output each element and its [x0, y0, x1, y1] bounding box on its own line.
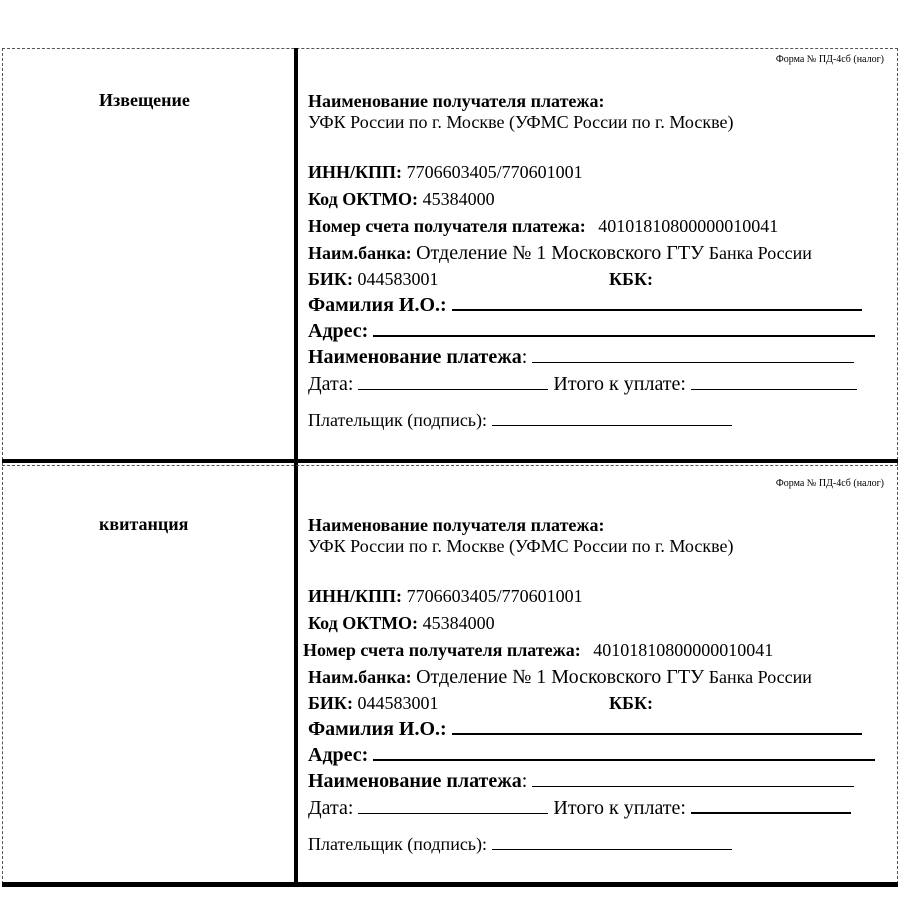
recipient-label: Наименование получателя платежа:	[308, 91, 605, 111]
inn-label: ИНН/КПП:	[308, 162, 403, 182]
form-number: Форма № ПД-4сб (налог)	[775, 54, 884, 65]
section-divider	[2, 459, 898, 463]
kbk-label: КБК:	[609, 269, 653, 289]
oktmo-value: 45384000	[422, 613, 495, 633]
bank-value: Отделение № 1 Московского ГТУ	[416, 666, 705, 688]
payment-name-row	[308, 770, 854, 793]
form-number: Форма № ПД-4сб (налог)	[775, 478, 884, 489]
address-input-line[interactable]	[373, 759, 875, 761]
payment-name-label: Наименование платежа	[308, 346, 522, 368]
fio-row	[308, 294, 862, 317]
bank-row	[308, 242, 812, 265]
bik-value: 044583001	[357, 269, 439, 289]
cut-line-middle	[2, 465, 898, 466]
oktmo-row	[308, 189, 495, 210]
section-title: Извещение	[99, 90, 190, 110]
bik-row	[308, 269, 438, 290]
inn-value: 7706603405/770601001	[406, 162, 583, 182]
address-input-line[interactable]	[373, 335, 875, 337]
fio-input-line[interactable]	[452, 309, 862, 311]
bank-row	[308, 666, 812, 689]
date-total-row	[308, 797, 851, 820]
signature-input-line[interactable]	[492, 425, 732, 426]
payment-name-label: Наименование платежа	[308, 770, 522, 792]
fio-label: Фамилия И.О.:	[308, 294, 447, 316]
account-value: 40101810800000010041	[598, 216, 779, 236]
signature-row	[308, 834, 732, 855]
inn-value: 7706603405/770601001	[406, 586, 583, 606]
fio-row	[308, 718, 862, 741]
oktmo-value: 45384000	[422, 189, 495, 209]
bik-value: 044583001	[357, 693, 439, 713]
bank-label: Наим.банка:	[308, 667, 412, 687]
signature-input-line[interactable]	[492, 849, 732, 850]
payment-name-input-line[interactable]	[532, 362, 854, 363]
notice-section	[2, 48, 898, 459]
bank-value-small: Банка России	[708, 243, 812, 263]
address-label: Адрес:	[308, 744, 369, 766]
inn-row	[308, 162, 583, 183]
bik-label: БИК:	[308, 269, 353, 289]
account-label: Номер счета получателя платежа:	[308, 216, 586, 236]
bank-value: Отделение № 1 Московского ГТУ	[416, 242, 705, 264]
signature-row	[308, 410, 732, 431]
account-row	[303, 640, 773, 661]
inn-row	[308, 586, 583, 607]
date-total-row	[308, 373, 857, 396]
account-value: 40101810800000010041	[593, 640, 774, 660]
address-row	[308, 320, 875, 343]
total-label: Итого к уплате:	[553, 373, 686, 395]
payment-name-colon: :	[521, 346, 528, 368]
bank-value-small: Банка России	[708, 667, 812, 687]
bank-label: Наим.банка:	[308, 243, 412, 263]
payment-name-input-line[interactable]	[532, 786, 854, 787]
bik-row	[308, 693, 438, 714]
oktmo-label: Код ОКТМО:	[308, 613, 419, 633]
inn-label: ИНН/КПП:	[308, 586, 403, 606]
payer-signature-label: Плательщик (подпись):	[308, 834, 488, 854]
payer-signature-label: Плательщик (подпись):	[308, 410, 488, 430]
total-label: Итого к уплате:	[553, 797, 686, 819]
account-label: Номер счета получателя платежа:	[303, 640, 581, 660]
kbk-label: КБК:	[609, 693, 653, 713]
date-input-line[interactable]	[358, 389, 548, 390]
address-label: Адрес:	[308, 320, 369, 342]
account-row	[308, 216, 778, 237]
payment-name-colon: :	[521, 770, 528, 792]
payment-form	[2, 48, 898, 887]
oktmo-label: Код ОКТМО:	[308, 189, 419, 209]
address-row	[308, 744, 875, 767]
bik-label: БИК:	[308, 693, 353, 713]
total-input-line[interactable]	[691, 812, 851, 814]
date-label: Дата:	[308, 373, 354, 395]
total-input-line[interactable]	[691, 389, 857, 390]
recipient-value: УФК России по г. Москве (УФМС России по г. Москве)	[308, 536, 734, 556]
oktmo-row	[308, 613, 495, 634]
date-label: Дата:	[308, 797, 354, 819]
payment-name-row	[308, 346, 854, 369]
recipient-label: Наименование получателя платежа:	[308, 515, 605, 535]
receipt-section	[2, 472, 898, 883]
fio-input-line[interactable]	[452, 733, 862, 735]
recipient-value: УФК России по г. Москве (УФМС России по г. Москве)	[308, 112, 734, 132]
section-title: квитанция	[99, 514, 189, 534]
date-input-line[interactable]	[358, 813, 548, 814]
fio-label: Фамилия И.О.:	[308, 718, 447, 740]
